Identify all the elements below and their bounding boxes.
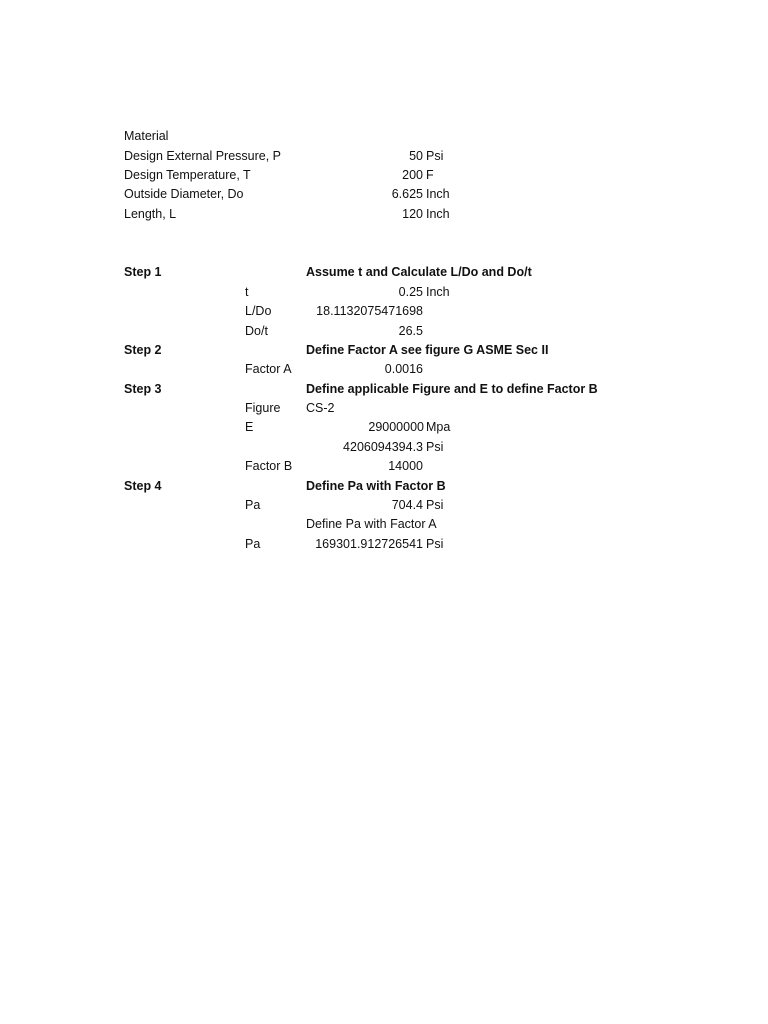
row-step4-subtitle <box>0 515 768 534</box>
pa-unit: Psi <box>426 498 444 512</box>
diameter-unit: Inch <box>426 187 450 201</box>
pa2-label: Pa <box>245 537 261 551</box>
temperature-label: Design Temperature, T <box>124 168 251 182</box>
pa2-unit: Psi <box>426 537 444 551</box>
row-length <box>0 205 768 224</box>
step2-title: Define Factor A see figure G ASME Sec II <box>306 343 549 357</box>
step1-label: Step 1 <box>124 265 162 279</box>
diameter-label: Outside Diameter, Do <box>124 187 244 201</box>
row-factor-a <box>0 360 768 379</box>
length-unit: Inch <box>426 207 450 221</box>
dot-label: Do/t <box>245 324 268 338</box>
row-step3-header <box>0 380 768 399</box>
e-psi-value: 4206094394.3 <box>343 440 423 454</box>
step3-title: Define applicable Figure and E to define Factor B <box>306 382 598 396</box>
diameter-value: 6.625 <box>391 187 423 201</box>
row-pressure <box>0 147 768 166</box>
row-e-psi <box>0 438 768 457</box>
temperature-unit: F <box>426 168 434 182</box>
t-label: t <box>245 285 249 299</box>
e-psi-unit: Psi <box>426 440 444 454</box>
step4-subtitle: Define Pa with Factor A <box>306 517 437 531</box>
row-material <box>0 127 768 146</box>
row-pa <box>0 496 768 515</box>
t-unit: Inch <box>426 285 450 299</box>
row-figure <box>0 399 768 418</box>
row-temperature <box>0 166 768 185</box>
row-e <box>0 418 768 437</box>
length-label: Length, L <box>124 207 177 221</box>
pressure-unit: Psi <box>426 149 444 163</box>
temperature-value: 200 <box>402 168 423 182</box>
figure-label: Figure <box>245 401 281 415</box>
e-value: 29000000 <box>368 420 424 434</box>
e-label: E <box>245 420 254 434</box>
row-factor-b <box>0 457 768 476</box>
pressure-value: 50 <box>409 149 423 163</box>
factor-a-label: Factor A <box>245 362 292 376</box>
pa-label: Pa <box>245 498 261 512</box>
row-step1-header <box>0 263 768 282</box>
ldo-label: L/Do <box>245 304 272 318</box>
step1-title: Assume t and Calculate L/Do and Do/t <box>306 265 532 279</box>
pressure-label: Design External Pressure, P <box>124 149 282 163</box>
step2-label: Step 2 <box>124 343 162 357</box>
factor-b-value: 14000 <box>388 459 423 473</box>
step4-title: Define Pa with Factor B <box>306 479 446 493</box>
material-label: Material <box>124 129 169 143</box>
t-value: 0.25 <box>398 285 423 299</box>
row-diameter <box>0 185 768 204</box>
row-step2-header <box>0 341 768 360</box>
row-step4-header <box>0 477 768 496</box>
length-value: 120 <box>402 207 423 221</box>
factor-a-value: 0.0016 <box>384 362 423 376</box>
row-t <box>0 283 768 302</box>
e-unit: Mpa <box>426 420 451 434</box>
row-dot <box>0 322 768 341</box>
pa-value: 704.4 <box>391 498 423 512</box>
figure-value: CS-2 <box>306 401 335 415</box>
row-pa2 <box>0 535 768 554</box>
ldo-value: 18.1132075471698 <box>316 304 423 318</box>
dot-value: 26.5 <box>398 324 423 338</box>
row-ldo <box>0 302 768 321</box>
pa2-value: 169301.912726541 <box>315 537 423 551</box>
step3-label: Step 3 <box>124 382 162 396</box>
step4-label: Step 4 <box>124 479 162 493</box>
factor-b-label: Factor B <box>245 459 293 473</box>
